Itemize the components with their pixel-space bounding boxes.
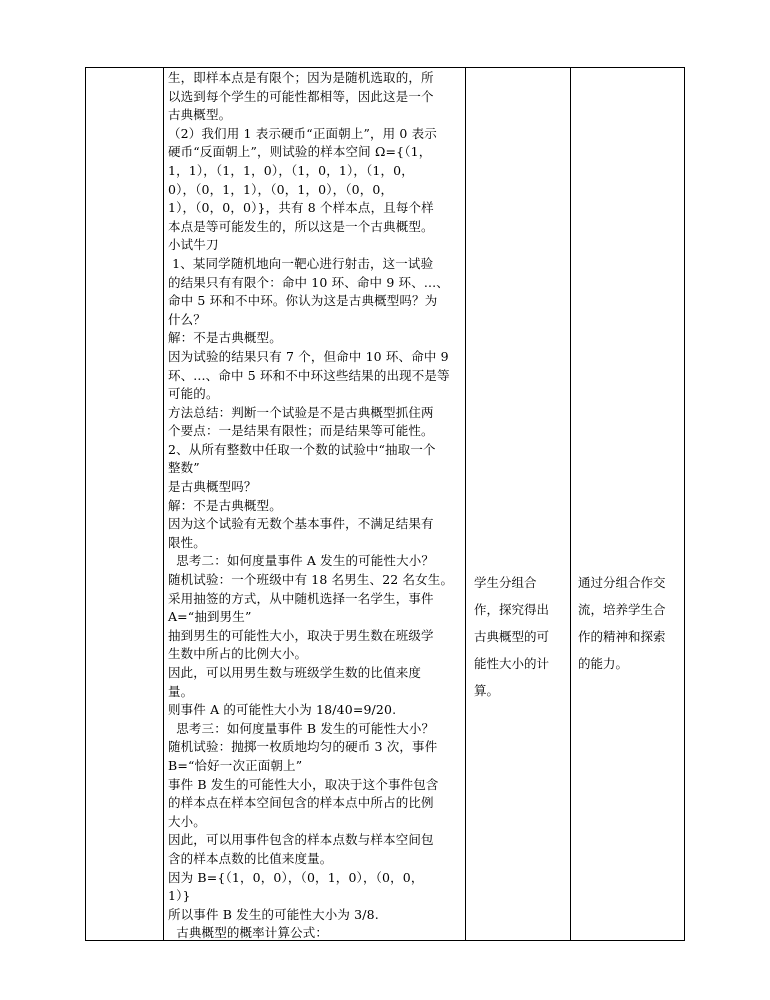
content-line: 什么？ bbox=[168, 311, 206, 327]
content-line: 随机试验：一个班级中有 18 名男生、22 名女生。 bbox=[168, 572, 454, 588]
content-line: 硬币“反面朝上”，则试验的样本空间 Ω={（1， bbox=[168, 144, 432, 160]
content-line: 思考二：如何度量事件 A 发生的可能性大小？ bbox=[168, 553, 435, 569]
content-line: 可能的。 bbox=[168, 386, 219, 402]
content-line: 大小。 bbox=[168, 813, 206, 829]
content-line: （2）我们用 1 表示硬币“正面朝上”，用 0 表示 bbox=[168, 125, 437, 141]
design-intent-line: 的能力。 bbox=[578, 656, 629, 671]
design-intent-line: 作的精神和探索 bbox=[578, 629, 666, 644]
student-activity-line: 算。 bbox=[474, 683, 500, 698]
content-line: 生数中所占的比例大小。 bbox=[168, 646, 308, 662]
table-column-design-intent bbox=[571, 68, 684, 940]
content-line: 1），（0，0，0）}，共有 8 个样本点，且每个样 bbox=[168, 200, 434, 216]
student-activity-line: 古典概型的可 bbox=[474, 629, 550, 644]
content-line: 的样本点在样本空间包含的样本点中所占的比例 bbox=[168, 795, 434, 811]
content-line: 采用抽签的方式，从中随机选择一名学生，事件 bbox=[168, 590, 434, 606]
content-line: 所以事件 B 发生的可能性大小为 3/8. bbox=[168, 906, 379, 922]
table-column-content bbox=[164, 68, 466, 940]
content-line: 限性。 bbox=[168, 534, 206, 550]
content-line: 因为 B={（1，0，0），（0，1，0），（0，0， bbox=[168, 869, 424, 885]
content-line: 因为这个试验有无数个基本事件，不满足结果有 bbox=[168, 516, 434, 532]
content-line: 本点是等可能发生的，所以这是一个古典概型。 bbox=[168, 218, 434, 234]
content-line: 环、...、命中 5 环和不中环这些结果的出现不是等 bbox=[168, 367, 450, 383]
content-line: 1、某同学随机地向一靶心进行射击，这一试验 bbox=[168, 255, 434, 271]
content-line: 解：不是古典概型。 bbox=[168, 330, 282, 346]
table-column-left bbox=[86, 68, 164, 940]
lesson-table bbox=[85, 67, 685, 941]
lesson-content-text bbox=[168, 69, 464, 943]
student-activity-line: 作，探究得出 bbox=[474, 602, 550, 617]
content-line: 则事件 A 的可能性大小为 18/40=9/20. bbox=[168, 702, 397, 718]
content-line: A=“抽到男生” bbox=[168, 609, 252, 625]
content-line: 古典概型的概率计算公式： bbox=[168, 925, 329, 941]
content-line: 因此，可以用男生数与班级学生数的比值来度 bbox=[168, 665, 422, 680]
content-line: 含的样本点数的比值来度量。 bbox=[168, 850, 333, 866]
content-line: 整数” bbox=[168, 460, 200, 476]
content-line: 的结果只有有限个：命中 10 环、命中 9 环、...、 bbox=[168, 274, 449, 290]
table-column-student-activity bbox=[466, 68, 571, 940]
content-line: 因为试验的结果只有 7 个，但命中 10 环、命中 9 bbox=[168, 348, 449, 364]
content-line: 古典概型。 bbox=[168, 107, 232, 123]
design-intent-line: 流，培养学生合 bbox=[578, 602, 666, 617]
content-line: 1）} bbox=[168, 888, 191, 904]
content-line: 以选到每个学生的可能性都相等，因此这是一个 bbox=[168, 88, 434, 104]
content-line: 个要点：一是结果有限性；而是结果等可能性。 bbox=[168, 423, 434, 439]
content-line: 小试牛刀 bbox=[168, 237, 219, 253]
content-line: B=“恰好一次正面朝上” bbox=[168, 757, 303, 773]
content-line: 思考三：如何度量事件 B 发生的可能性大小？ bbox=[168, 720, 435, 736]
content-line: 方法总结：判断一个试验是不是古典概型抓住两 bbox=[168, 404, 434, 420]
design-intent-text bbox=[578, 569, 666, 677]
content-line: 量。 bbox=[168, 683, 194, 699]
content-line: 因此，可以用事件包含的样本点数与样本空间包 bbox=[168, 832, 434, 848]
content-line: 是古典概型吗？ bbox=[168, 479, 257, 495]
content-line: 2、从所有整数中任取一个数的试验中“抽取一个 bbox=[168, 441, 436, 457]
content-line: 0），（0，1，1），（0，1，0），（0，0， bbox=[168, 181, 394, 197]
student-activity-text bbox=[474, 569, 549, 704]
content-line: 生，即样本点是有限个；因为是随机选取的，所 bbox=[168, 70, 434, 85]
content-line: 1，1），（1，1，0），（1，0，1），（1，0， bbox=[168, 162, 414, 178]
student-activity-line: 能性大小的计 bbox=[474, 656, 550, 671]
content-line: 随机试验：抛掷一枚质地均匀的硬币 3 次，事件 bbox=[168, 739, 438, 755]
student-activity-line: 学生分组合 bbox=[474, 575, 537, 590]
design-intent-line: 通过分组合作交 bbox=[578, 575, 666, 590]
content-line: 解：不是古典概型。 bbox=[168, 497, 282, 513]
content-line: 抽到男生的可能性大小，取决于男生数在班级学 bbox=[168, 627, 434, 643]
content-line: 事件 B 发生的可能性大小，取决于这个事件包含 bbox=[168, 776, 439, 792]
content-line: 命中 5 环和不中环。你认为这是古典概型吗？为 bbox=[168, 293, 438, 309]
